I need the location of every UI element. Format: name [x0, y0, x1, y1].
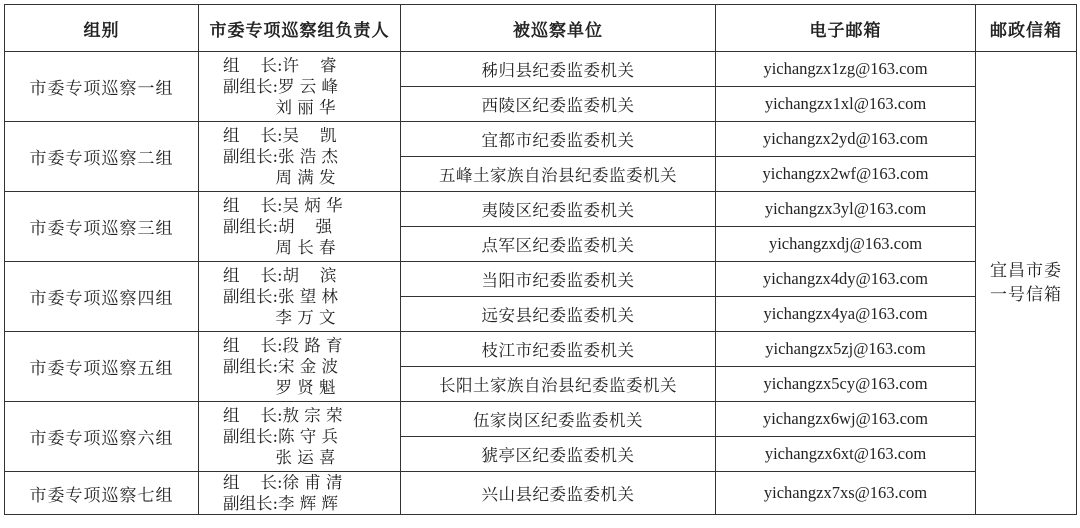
email-address[interactable]: yichangzx3yl@163.com [716, 192, 976, 227]
group-name: 市委专项巡察三组 [5, 192, 199, 262]
table-row [5, 122, 1077, 157]
inspected-unit: 远安县纪委监委机关 [401, 297, 716, 332]
email-address[interactable]: yichangzx4ya@163.com [716, 297, 976, 332]
inspected-unit: 点军区纪委监委机关 [401, 227, 716, 262]
email-address[interactable]: yichangzx2yd@163.com [716, 122, 976, 157]
leader-line: 周 长 春 [223, 238, 336, 257]
inspected-unit: 夷陵区纪委监委机关 [401, 192, 716, 227]
leader-line: 组 长:徐 甫 清 [223, 473, 343, 492]
email-address[interactable]: yichangzx6wj@163.com [716, 402, 976, 437]
group-name: 市委专项巡察二组 [5, 122, 199, 192]
leader-line: 副组长:陈 守 兵 [223, 427, 339, 446]
header-group: 组别 [5, 5, 199, 52]
leader-line: 副组长:宋 金 波 [223, 357, 339, 376]
email-address[interactable]: yichangzx4dy@163.com [716, 262, 976, 297]
leader-line: 组 长:敖 宗 荣 [223, 406, 343, 425]
email-address[interactable]: yichangzx6xt@163.com [716, 437, 976, 472]
leader-line: 副组长:李 辉 辉 [223, 494, 339, 513]
inspected-unit: 枝江市纪委监委机关 [401, 332, 716, 367]
leader-line: 副组长:张 浩 杰 [223, 147, 339, 166]
inspection-table [4, 4, 1077, 515]
leader-line: 副组长:罗 云 峰 [223, 77, 339, 96]
header-postal: 邮政信箱 [976, 5, 1077, 52]
header-email: 电子邮箱 [716, 5, 976, 52]
group-name: 市委专项巡察五组 [5, 332, 199, 402]
leader-line: 组 长:段 路 育 [223, 336, 343, 355]
group-leaders [199, 332, 401, 402]
group-name: 市委专项巡察四组 [5, 262, 199, 332]
leader-line: 副组长:张 望 林 [223, 287, 339, 306]
group-name: 市委专项巡察六组 [5, 402, 199, 472]
leader-line: 组 长:吴 凯 [223, 126, 337, 145]
email-address[interactable]: yichangzx5cy@163.com [716, 367, 976, 402]
inspected-unit: 宜都市纪委监委机关 [401, 122, 716, 157]
group-leaders [199, 122, 401, 192]
inspected-unit: 当阳市纪委监委机关 [401, 262, 716, 297]
group-name: 市委专项巡察七组 [5, 472, 199, 515]
inspected-unit: 猇亭区纪委监委机关 [401, 437, 716, 472]
header-row [5, 5, 1077, 52]
table-row [5, 192, 1077, 227]
inspected-unit: 伍家岗区纪委监委机关 [401, 402, 716, 437]
table-row [5, 52, 1077, 87]
email-address[interactable]: yichangzx1xl@163.com [716, 87, 976, 122]
leader-line: 组 长:许 睿 [223, 56, 337, 75]
postal-box: 宜昌市委一号信箱 [976, 52, 1077, 515]
leader-line: 组 长:吴 炳 华 [223, 196, 343, 215]
leader-line: 罗 贤 魁 [223, 378, 336, 397]
inspected-unit: 长阳土家族自治县纪委监委机关 [401, 367, 716, 402]
inspected-unit: 兴山县纪委监委机关 [401, 472, 716, 515]
email-address[interactable]: yichangzx1zg@163.com [716, 52, 976, 87]
inspected-unit: 秭归县纪委监委机关 [401, 52, 716, 87]
email-address[interactable]: yichangzx5zj@163.com [716, 332, 976, 367]
group-name: 市委专项巡察一组 [5, 52, 199, 122]
header-unit: 被巡察单位 [401, 5, 716, 52]
leader-line: 张 运 喜 [223, 448, 336, 467]
inspected-unit: 五峰土家族自治县纪委监委机关 [401, 157, 716, 192]
table-row [5, 262, 1077, 297]
table-row [5, 332, 1077, 367]
email-address[interactable]: yichangzx7xs@163.com [716, 472, 976, 515]
group-leaders [199, 192, 401, 262]
email-address[interactable]: yichangzxdj@163.com [716, 227, 976, 262]
leader-line: 周 满 发 [223, 168, 336, 187]
header-leader: 市委专项巡察组负责人 [199, 5, 401, 52]
table-row [5, 402, 1077, 437]
table-row [5, 472, 1077, 515]
leader-line: 副组长:胡 强 [223, 217, 333, 236]
group-leaders [199, 472, 401, 515]
email-address[interactable]: yichangzx2wf@163.com [716, 157, 976, 192]
group-leaders [199, 52, 401, 122]
group-leaders [199, 262, 401, 332]
leader-line: 组 长:胡 滨 [223, 266, 337, 285]
leader-line: 李 万 文 [223, 308, 336, 327]
group-leaders [199, 402, 401, 472]
inspected-unit: 西陵区纪委监委机关 [401, 87, 716, 122]
leader-line: 刘 丽 华 [223, 98, 336, 117]
